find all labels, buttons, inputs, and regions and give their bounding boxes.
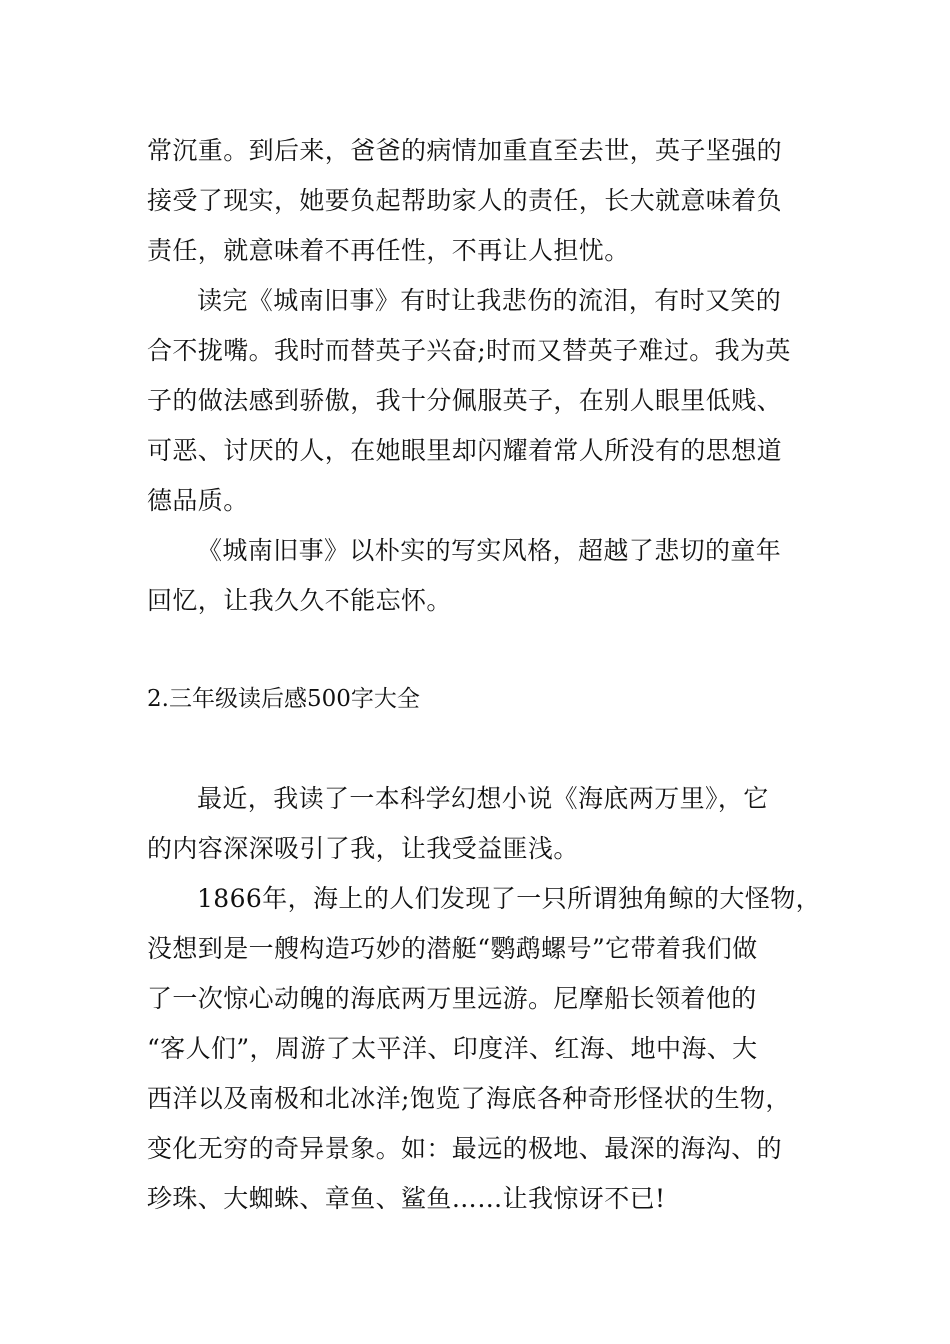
paragraph-line: 变化无穷的奇异景象。如：最远的极地、最深的海沟、的: [147, 1134, 783, 1163]
paragraph-line: 常沉重。到后来，爸爸的病情加重直至去世，英子坚强的: [147, 136, 783, 165]
paragraph-line: 了一次惊心动魄的海底两万里远游。尼摩船长领着他的: [147, 984, 757, 1013]
paragraph-line: 《城南旧事》以朴实的写实风格，超越了悲切的童年: [197, 536, 782, 565]
paragraph-line: 合不拢嘴。我时而替英子兴奋;时而又替英子难过。我为英: [147, 336, 791, 365]
paragraph-line: 责任，就意味着不再任性，不再让人担忧。: [147, 236, 630, 265]
paragraph-line: 的内容深深吸引了我，让我受益匪浅。: [147, 834, 579, 863]
paragraph-line: 最近，我读了一本科学幻想小说《海底两万里》，它: [197, 784, 769, 813]
paragraph-line: 可恶、讨厌的人，在她眼里却闪耀着常人所没有的思想道: [147, 436, 783, 465]
paragraph-line: 德品质。: [147, 486, 249, 515]
paragraph-line: 接受了现实，她要负起帮助家人的责任，长大就意味着负: [147, 186, 783, 215]
paragraph-line: 没想到是一艘构造巧妙的潜艇“鹦鹉螺号”它带着我们做: [147, 934, 758, 963]
paragraph-line: “客人们”，周游了太平洋、印度洋、红海、地中海、大: [147, 1034, 758, 1063]
paragraph-line: 读完《城南旧事》有时让我悲伤的流泪，有时又笑的: [197, 286, 782, 315]
paragraph-line: 回忆，让我久久不能忘怀。: [147, 586, 452, 615]
paragraph-line: 子的做法感到骄傲，我十分佩服英子，在别人眼里低贱、: [147, 386, 783, 415]
paragraph-line: 西洋以及南极和北冰洋;饱览了海底各种奇形怪状的生物，: [147, 1084, 791, 1113]
paragraph-line: 珍珠、大蜘蛛、章鱼、鲨鱼……让我惊讶不已!: [147, 1184, 666, 1213]
section-heading: 2.三年级读后感500字大全: [147, 686, 420, 712]
paragraph-line: 1866年，海上的人们发现了一只所谓独角鲸的大怪物，: [197, 884, 822, 913]
